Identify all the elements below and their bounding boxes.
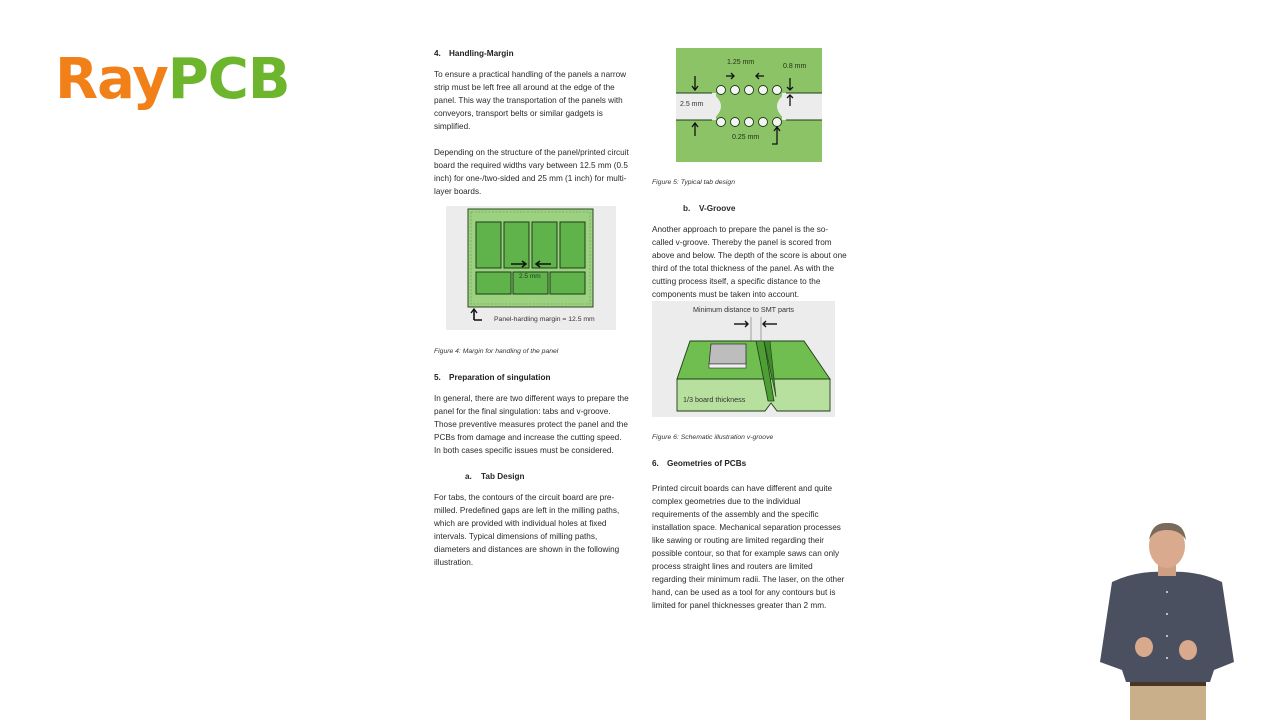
left-column-lower	[434, 345, 630, 582]
presenter-video	[1092, 522, 1242, 720]
heading-geometries: 6. Geometries of PCBs	[652, 459, 747, 468]
label-0-25mm: 0.25 mm	[732, 134, 760, 141]
logo-ray: Ray	[55, 47, 168, 112]
heading-v-groove: b. V-Groove	[683, 204, 736, 213]
label-board-thickness: 1/3 board thickness	[683, 395, 746, 404]
label-1-25mm: 1.25 mm	[727, 59, 755, 66]
figure-6-v-groove	[652, 301, 835, 417]
heading-handling-margin: 4. Handling-Margin	[434, 49, 514, 58]
paragraph: Another approach to prepare the panel is the so-called v-groove. Thereby the panel is scored from above and below. The depth of the score is about one third of the total thickness of the panel. As with the cutting process itself, a specific distance to the components must be taken into account.	[652, 225, 847, 299]
figure4-gap-label: 2.5 mm	[519, 273, 541, 280]
panel-margin-diagram	[446, 206, 616, 330]
paragraph: In general, there are two different ways to prepare the panel for the final singulation: tabs and v-groove. Those preventive measures protect the panel and the PCBs from damage and increase the cutting speed. In both cases specific issues must be considered.	[434, 394, 629, 455]
figure-5-tab-design	[676, 48, 822, 162]
raypcb-logo	[55, 47, 290, 112]
right-column-middle	[652, 176, 848, 314]
heading-tab-design: a. Tab Design	[465, 472, 525, 481]
paragraph: For tabs, the contours of the circuit board are pre-milled. Predefined gaps are left in the milling paths, which are provided with individual holes at fixed intervals. Typical dimensions of milling paths, diameters and distances are shown in the following illustration.	[434, 493, 620, 567]
presenter-figure-icon	[1092, 522, 1242, 720]
figure6-caption: Figure 6: Schematic illustration v-groove	[652, 434, 774, 441]
figure4-caption: Figure 4: Margin for handling of the panel	[434, 348, 559, 355]
paragraph: Depending on the structure of the panel/printed circuit board the required widths vary between 12.5 mm (0.5 inch) for one-/two-sided and 25 mm (1 inch) for multi-layer boards.	[434, 148, 629, 196]
figure4-margin-label: Panel-hardling margin = 12.5 mm	[494, 316, 595, 323]
paragraph: To ensure a practical handling of the panels a narrow strip must be left free all around at the edge of the panel. This way the transportation of the panels with conveyors, transport belts or similar gadgets is simplified.	[434, 70, 627, 131]
heading-preparation-singulation: 5. Preparation of singulation	[434, 373, 551, 382]
label-0-8mm: 0.8 mm	[783, 63, 807, 70]
label-2-5mm: 2.5 mm	[680, 101, 704, 108]
section-handling-margin	[434, 47, 630, 211]
paragraph: Printed circuit boards can have different and quite complex geometries due to the individual requirements of the assembly and the specific installation space. Mechanical separation processes like sawing or routing are limited regarding their possible contour, so that for example saws can only process straight lines and routers are limited regarding their minimum radii. The laser, on the other hand, can be used as a tool for any contours but is limited for panel thicknesses greater than 2 mm.	[652, 484, 845, 610]
figure-4-panel-margin	[446, 206, 616, 330]
right-column-lower	[652, 431, 848, 625]
figure5-caption: Figure 5: Typical tab design	[652, 179, 735, 186]
logo-pcb: PCB	[167, 47, 290, 112]
label-min-distance-smt: Minimum distance to SMT parts	[693, 305, 794, 314]
